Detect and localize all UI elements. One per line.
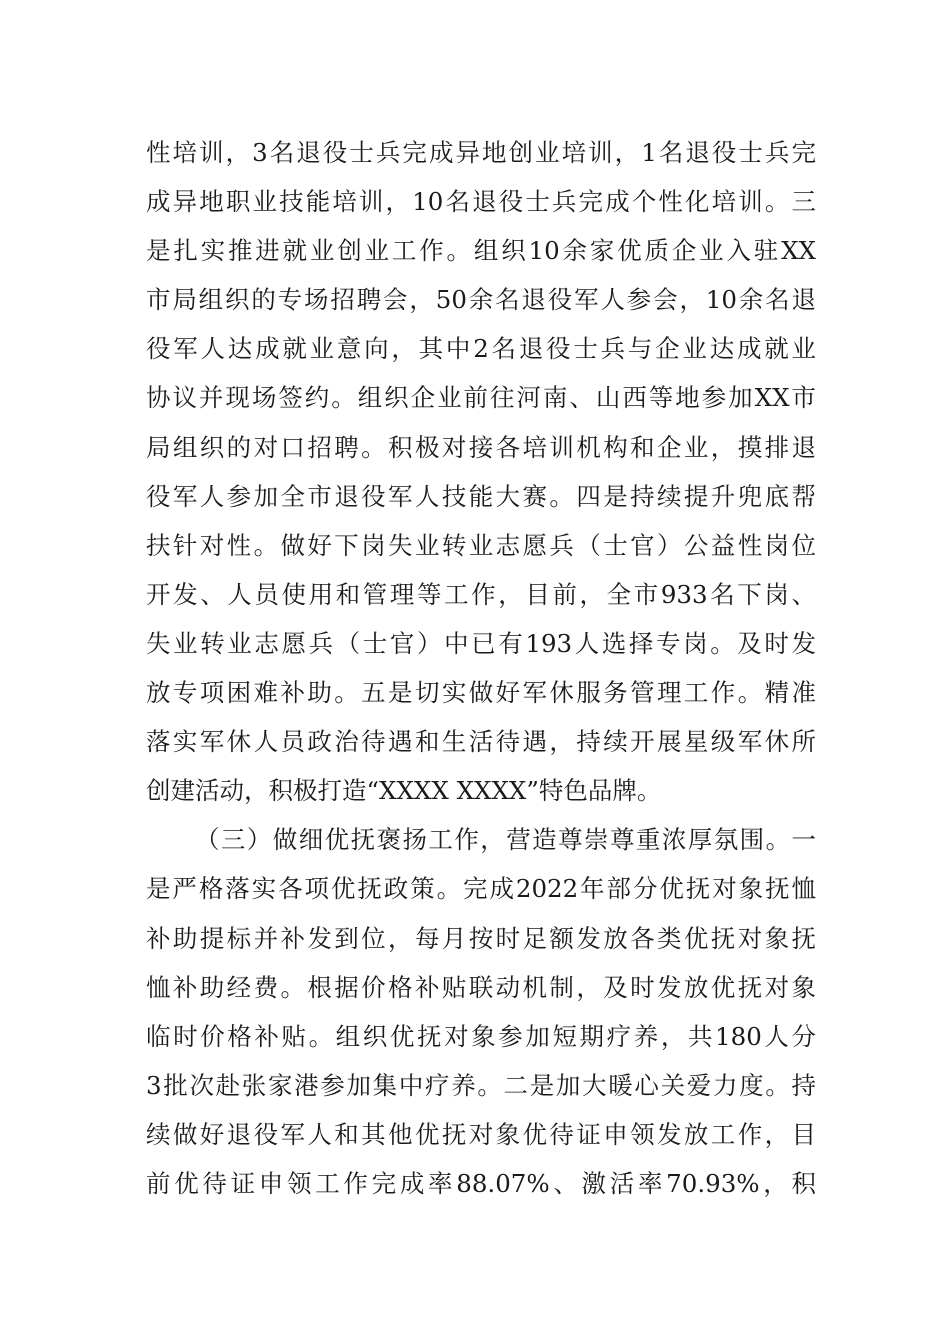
text-line: 成异地职业技能培训，10名退役士兵完成个性化培训。三 — [146, 187, 816, 217]
text-line: 局组织的对口招聘。积极对接各培训机构和企业，摸排退 — [146, 432, 816, 462]
text-line: 扶针对性。做好下岗失业转业志愿兵（士官）公益性岗位 — [146, 530, 816, 560]
body-text — [146, 128, 816, 1208]
text-line: 前优待证申领工作完成率88.07%、激活率70.93%，积 — [146, 1168, 816, 1198]
text-line: 3批次赴张家港参加集中疗养。二是加大暖心关爱力度。持 — [146, 1070, 816, 1100]
text-line: 恤补助经费。根据价格补贴联动机制，及时发放优抚对象 — [146, 972, 816, 1002]
text-line: 开发、人员使用和管理等工作，目前，全市933名下岗、 — [146, 579, 816, 609]
text-line: 续做好退役军人和其他优抚对象优待证申领发放工作，目 — [146, 1119, 816, 1149]
text-line: 落实军休人员政治待遇和生活待遇，持续开展星级军休所 — [146, 727, 816, 757]
text-line: 市局组织的专场招聘会，50余名退役军人参会，10余名退 — [146, 285, 816, 315]
text-line: 放专项困难补助。五是切实做好军休服务管理工作。精准 — [146, 678, 816, 708]
text-line: 是扎实推进就业创业工作。组织10余家优质企业入驻XX — [146, 236, 816, 266]
text-line: 性培训，3名退役士兵完成异地创业培训，1名退役士兵完 — [146, 138, 816, 167]
paragraph-end-line: 创建活动，积极打造“XXXX XXXX”特色品牌。 — [146, 776, 662, 806]
text-line: 是严格落实各项优抚政策。完成2022年部分优抚对象抚恤 — [146, 874, 816, 904]
text-line: 役军人参加全市退役军人技能大赛。四是持续提升兜底帮 — [146, 481, 816, 511]
text-line: 役军人达成就业意向，其中2名退役士兵与企业达成就业 — [146, 334, 816, 364]
text-line: 协议并现场签约。组织企业前往河南、山西等地参加XX市 — [146, 383, 816, 413]
text-line: 补助提标并补发到位，每月按时足额发放各类优抚对象抚 — [146, 923, 816, 953]
section-heading-line: （三）做细优抚褒扬工作，营造尊崇尊重浓厚氛围。一 — [195, 825, 816, 855]
text-line: 失业转业志愿兵（士官）中已有193人选择专岗。及时发 — [146, 628, 816, 658]
text-line: 临时价格补贴。组织优抚对象参加短期疗养，共180人分 — [146, 1021, 816, 1051]
